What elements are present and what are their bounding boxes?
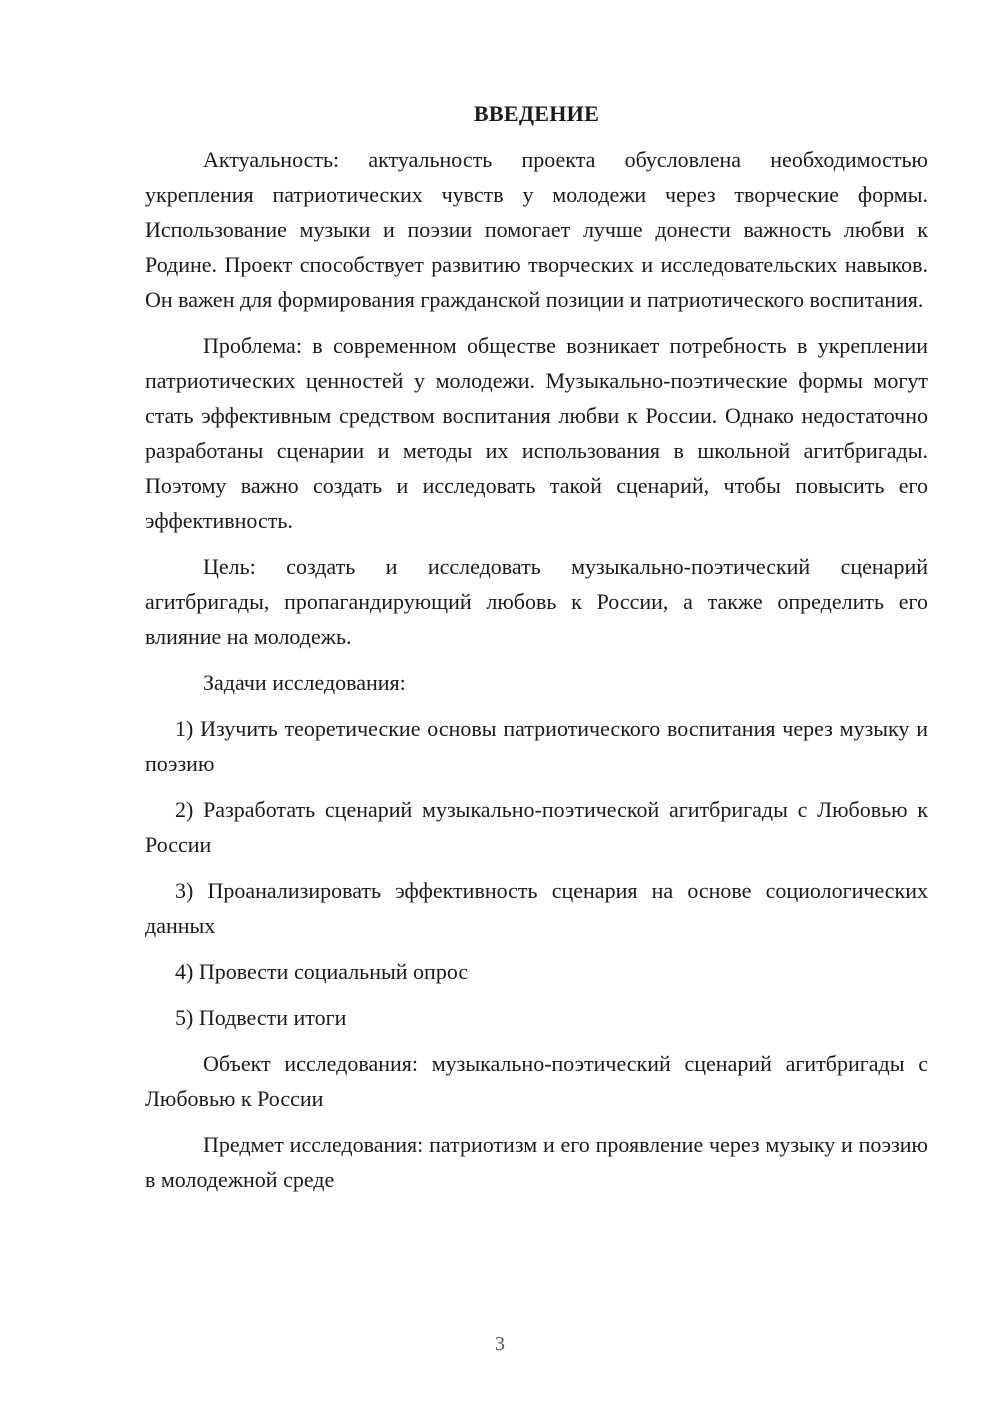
task-item: 2) Разработать сценарий музыкально-поэтической агитбригады с Любовью к России <box>145 797 928 857</box>
paragraph-problem: Проблема: в современном обществе возникает потребность в укреплении патриотических ценностей у молодежи. Музыкально-поэтические формы могут стать эффективным средством воспитания любви к России. Однако недостаточно разработаны сценарии и методы их использования в школьной агитбригады. Поэтому важно создать и исследовать такой сценарий, чтобы повысить его эффективность. <box>145 333 928 533</box>
task-item: 4) Провести социальный опрос <box>175 959 469 984</box>
task-item: 1) Изучить теоретические основы патриотического воспитания через музыку и поэзию <box>145 716 928 776</box>
section-heading: ВВЕДЕНИЕ <box>473 101 600 126</box>
paragraph-goal: Цель: создать и исследовать музыкально-поэтический сценарий агитбригады, пропагандирующий любовь к России, а также определить его влияние на молодежь. <box>145 554 928 649</box>
paragraph-relevance: Актуальность: актуальность проекта обусловлена необходимостью укрепления патриотических чувств у молодежи через творческие формы. Использование музыки и поэзии помогает лучше донести важность любви к Родине. Проект способствует развитию творческих и исследовательских навыков. Он важен для формирования гражданской позиции и патриотического воспитания. <box>145 147 928 312</box>
task-item: 3) Проанализировать эффективность сценария на основе социологических данных <box>145 878 928 938</box>
page-number: 3 <box>495 1333 505 1355</box>
task-item: 5) Подвести итоги <box>175 1005 347 1030</box>
document-page <box>145 96 928 1208</box>
paragraph-object: Объект исследования: музыкально-поэтический сценарий агитбригады с Любовью к России <box>145 1051 928 1111</box>
paragraph-subject: Предмет исследования: патриотизм и его проявление через музыку и поэзию в молодежной среде <box>145 1132 928 1192</box>
paragraph-tasks-title: Задачи исследования: <box>203 670 406 695</box>
